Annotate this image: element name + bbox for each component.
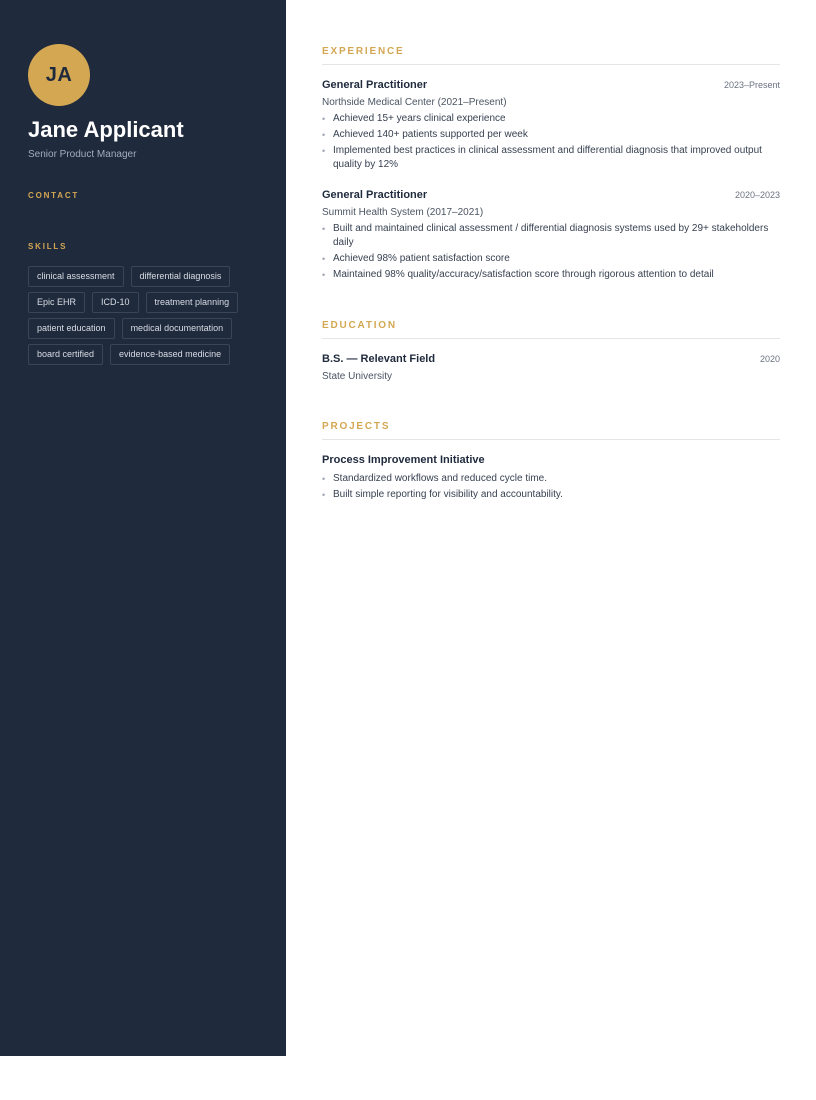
skills-list [28, 266, 258, 365]
candidate-name: Jane Applicant [28, 117, 184, 142]
job-title: General Practitioner [322, 79, 428, 91]
candidate-title: Senior Product Manager [28, 149, 137, 160]
experience-entry [322, 188, 780, 282]
job-title: General Practitioner [322, 189, 428, 201]
job-bullets [322, 222, 780, 282]
skill-tag: evidence-based medicine [110, 344, 230, 365]
sidebar [0, 0, 286, 1056]
bullet-item: • Achieved 15+ years clinical experience [322, 112, 780, 126]
bullet-item: • Maintained 98% quality/accuracy/satisfaction score through rigorous attention to detail [322, 268, 780, 282]
experience-entry [322, 78, 780, 172]
projects-section [322, 421, 780, 502]
main-content [286, 0, 816, 1056]
project-bullets [322, 472, 780, 502]
skill-tag: patient education [28, 318, 115, 339]
bullet-item: • Standardized workflows and reduced cycle time. [322, 472, 780, 486]
job-dates: 2020–2023 [734, 190, 780, 200]
bullet-item: • Achieved 140+ patients supported per week [322, 128, 780, 142]
skill-tag: Epic EHR [28, 292, 85, 313]
education-heading: EDUCATION [322, 320, 780, 339]
skill-tag: differential diagnosis [131, 266, 231, 287]
avatar-initials: JA [45, 63, 73, 86]
job-dates: 2023–Present [723, 80, 780, 90]
skill-tag: clinical assessment [28, 266, 124, 287]
bullet-item: • Built simple reporting for visibility and accountability. [322, 488, 780, 502]
education-section [322, 320, 780, 383]
skills-heading: SKILLS [28, 242, 68, 251]
school: State University [322, 371, 393, 382]
degree: B.S. — Relevant Field [322, 353, 436, 365]
job-organization: Northside Medical Center (2021–Present) [322, 97, 507, 108]
skill-tag: board certified [28, 344, 103, 365]
experience-heading: EXPERIENCE [322, 46, 780, 65]
skill-tag: treatment planning [146, 292, 239, 313]
skill-tag: ICD-10 [92, 292, 139, 313]
contact-heading: CONTACT [28, 191, 80, 200]
projects-heading: PROJECTS [322, 421, 780, 440]
job-organization: Summit Health System (2017–2021) [322, 207, 484, 218]
job-bullets [322, 112, 780, 172]
avatar [28, 44, 90, 106]
bullet-item: • Built and maintained clinical assessment / differential diagnosis systems used by 29+ stakeholders daily [322, 222, 780, 250]
bullet-item: • Achieved 98% patient satisfaction score [322, 252, 780, 266]
education-entry [322, 352, 780, 383]
project-title: Process Improvement Initiative [322, 454, 485, 466]
skill-tag: medical documentation [122, 318, 233, 339]
experience-section [322, 46, 780, 282]
graduation-year: 2020 [759, 354, 780, 364]
project-entry [322, 453, 780, 502]
bullet-item: • Implemented best practices in clinical assessment and differential diagnosis that improved output quality by 12% [322, 144, 780, 172]
